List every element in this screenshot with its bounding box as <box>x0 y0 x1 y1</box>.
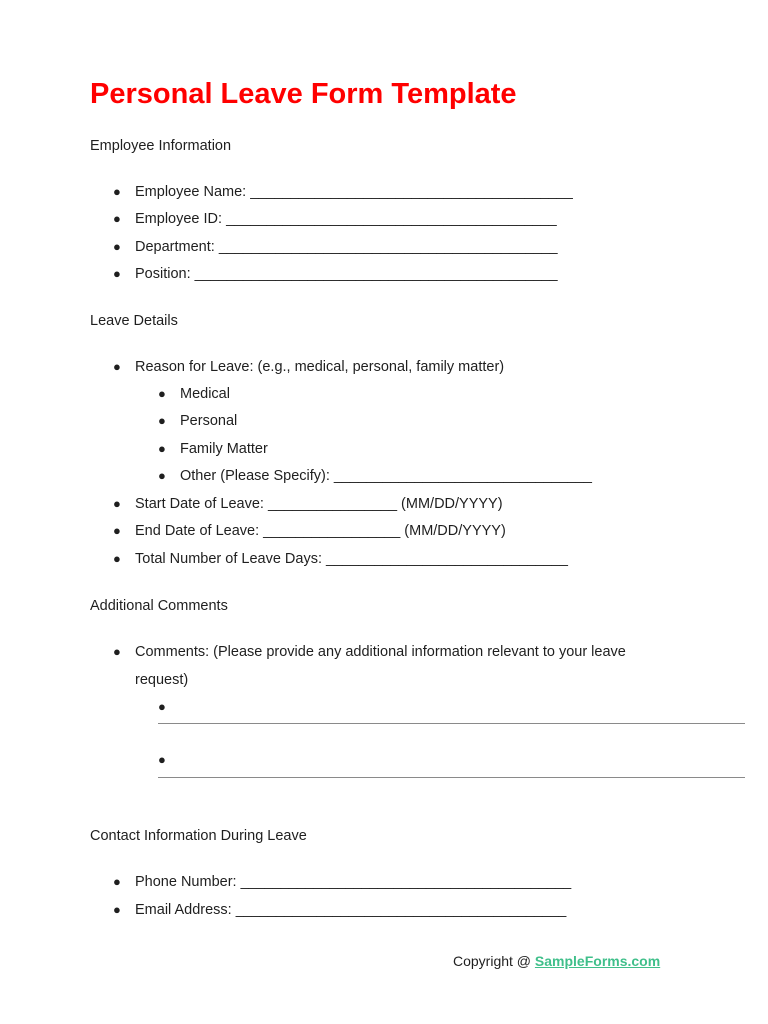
department-field[interactable]: Department: __________________________________________ <box>135 239 558 255</box>
reason-for-leave-label: Reason for Leave: (e.g., medical, personal, family matter) <box>135 359 505 375</box>
total-leave-days-field[interactable]: Total Number of Leave Days: ______________________________ <box>135 551 568 567</box>
page-title: Personal Leave Form Template <box>90 78 517 110</box>
end-date-field[interactable]: End Date of Leave: _________________ (MM/DD/YYYY) <box>135 523 506 539</box>
additional-comments-heading: Additional Comments <box>90 598 228 614</box>
copyright-footer <box>453 953 660 969</box>
contact-information-heading: Contact Information During Leave <box>90 828 307 844</box>
comment-line-2[interactable] <box>158 777 745 778</box>
bullet-dot-icon: ● <box>158 699 166 714</box>
bullet-dot-icon: ● <box>113 266 121 281</box>
bullet-dot-icon: ● <box>113 496 121 511</box>
employee-information-heading: Employee Information <box>90 138 232 154</box>
bullet-dot-icon: ● <box>113 239 121 254</box>
reason-option-medical[interactable]: Medical <box>180 386 230 402</box>
position-field[interactable]: Position: _____________________________________________ <box>135 266 558 282</box>
reason-option-personal[interactable]: Personal <box>180 413 238 429</box>
bullet-dot-icon: ● <box>113 523 121 538</box>
bullet-dot-icon: ● <box>113 359 121 374</box>
bullet-dot-icon: ● <box>158 468 166 483</box>
comment-line-1[interactable] <box>158 723 745 724</box>
bullet-dot-icon: ● <box>113 902 121 917</box>
sampleforms-link[interactable]: SampleForms.com <box>534 953 661 969</box>
bullet-dot-icon: ● <box>113 184 121 199</box>
leave-details-heading: Leave Details <box>90 313 178 329</box>
reason-option-other-field[interactable]: Other (Please Specify): ________________________________ <box>180 468 592 484</box>
email-address-field[interactable]: Email Address: _________________________________________ <box>135 902 567 918</box>
bullet-dot-icon: ● <box>113 211 121 226</box>
bullet-dot-icon: ● <box>158 386 166 401</box>
phone-number-field[interactable]: Phone Number: _________________________________________ <box>135 874 572 890</box>
employee-name-field[interactable]: Employee Name: ________________________________________ <box>135 184 573 200</box>
bullet-dot-icon: ● <box>113 644 121 659</box>
reason-option-family-matter[interactable]: Family Matter <box>180 441 268 457</box>
bullet-dot-icon: ● <box>158 441 166 456</box>
bullet-dot-icon: ● <box>113 551 121 566</box>
bullet-dot-icon: ● <box>158 752 166 767</box>
copyright-prefix: Copyright @ <box>453 953 535 969</box>
start-date-field[interactable]: Start Date of Leave: ________________ (MM/DD/YYYY) <box>135 496 503 512</box>
bullet-dot-icon: ● <box>158 413 166 428</box>
comments-label-line1: Comments: (Please provide any additional information relevant to your leave <box>135 644 626 660</box>
comments-label-line2: request) <box>135 672 189 688</box>
bullet-dot-icon: ● <box>113 874 121 889</box>
employee-id-field[interactable]: Employee ID: _________________________________________ <box>135 211 557 227</box>
